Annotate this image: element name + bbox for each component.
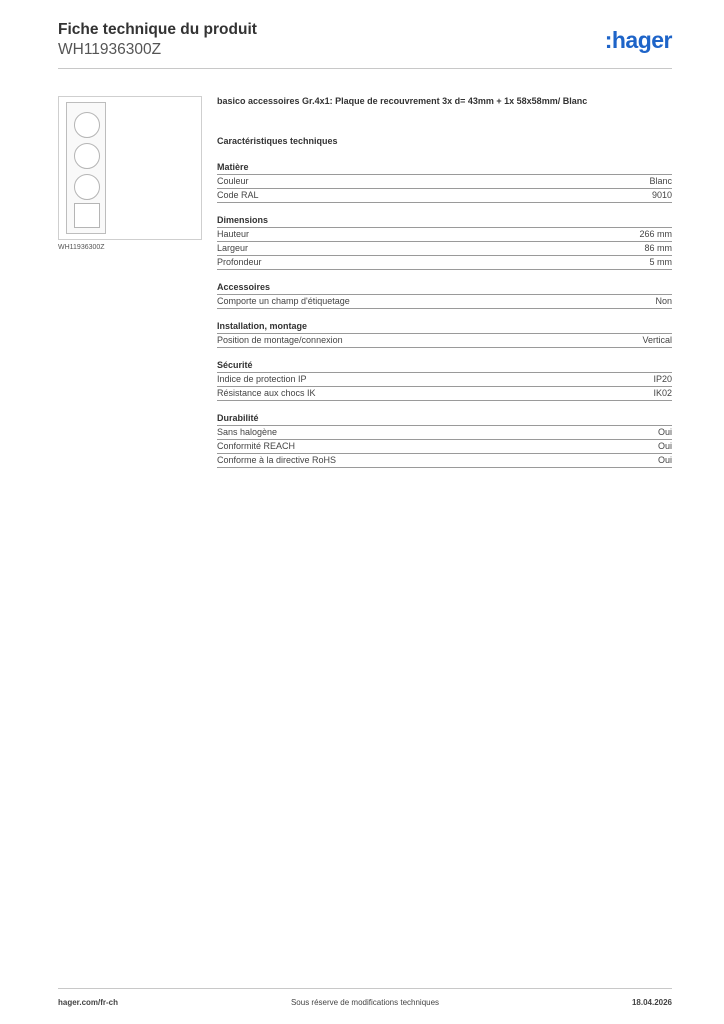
- spec-row: [217, 256, 672, 270]
- page-header: [58, 20, 672, 70]
- spec-value: 266 mm: [639, 229, 672, 239]
- round-opening: [74, 174, 100, 200]
- spec-value: IP20: [653, 374, 672, 384]
- spec-label: Code RAL: [217, 190, 259, 200]
- spec-value: Oui: [657, 441, 672, 451]
- spec-label: Sans halogène: [217, 427, 278, 437]
- spec-row: [217, 426, 672, 440]
- spec-value: Oui: [657, 455, 672, 465]
- spec-section: [217, 214, 672, 270]
- hager-logo: :hager: [604, 27, 672, 53]
- footer-divider: [58, 988, 672, 989]
- spec-row: [217, 295, 672, 309]
- spec-value: 86 mm: [644, 243, 672, 253]
- spec-section: [217, 161, 672, 203]
- specs-sections: [217, 161, 672, 468]
- round-opening: [74, 143, 100, 169]
- spec-value: IK02: [653, 388, 672, 398]
- section-title: Durabilité: [217, 412, 672, 426]
- spec-section: [217, 320, 672, 348]
- spec-label: Hauteur: [217, 229, 250, 239]
- specs-heading: Caractéristiques techniques: [217, 136, 338, 146]
- square-opening: [74, 203, 100, 228]
- image-caption: WH11936300Z: [58, 244, 105, 251]
- spec-value: Oui: [657, 427, 672, 437]
- spec-value: 9010: [651, 190, 672, 200]
- spec-value: 5 mm: [649, 257, 672, 267]
- spec-value: Vertical: [642, 335, 672, 345]
- spec-section: [217, 412, 672, 468]
- product-image: [58, 96, 202, 240]
- section-title: Accessoires: [217, 281, 672, 295]
- spec-label: Position de montage/connexion: [217, 335, 343, 345]
- header-divider: [58, 68, 672, 69]
- footer-date: 18.04.2026: [631, 998, 672, 1007]
- spec-row: [217, 242, 672, 256]
- spec-label: Conforme à la directive RoHS: [217, 455, 337, 465]
- spec-label: Indice de protection IP: [217, 374, 307, 384]
- spec-row: [217, 175, 672, 189]
- spec-row: [217, 373, 672, 387]
- footer-note: Sous réserve de modifications techniques: [290, 998, 440, 1007]
- page-title: Fiche technique du produit: [58, 21, 257, 38]
- spec-label: Résistance aux chocs IK: [217, 388, 316, 398]
- footer-website: hager.com/fr-ch: [58, 998, 119, 1007]
- page-footer: [58, 998, 672, 1010]
- section-title: Installation, montage: [217, 320, 672, 334]
- spec-label: Couleur: [217, 176, 249, 186]
- spec-label: Conformité REACH: [217, 441, 296, 451]
- spec-row: [217, 189, 672, 203]
- spec-row: [217, 454, 672, 468]
- spec-value: Non: [655, 296, 672, 306]
- round-opening: [74, 112, 100, 138]
- spec-row: [217, 440, 672, 454]
- spec-label: Comporte un champ d'étiquetage: [217, 296, 350, 306]
- spec-section: [217, 359, 672, 401]
- spec-row: [217, 387, 672, 401]
- section-title: Matière: [217, 161, 672, 175]
- spec-row: [217, 228, 672, 242]
- product-description: basico accessoires Gr.4x1: Plaque de recouvrement 3x d= 43mm + 1x 58x58mm/ Blanc: [217, 96, 588, 106]
- cover-plate-illustration: [66, 102, 106, 234]
- section-title: Sécurité: [217, 359, 672, 373]
- section-title: Dimensions: [217, 214, 672, 228]
- spec-section: [217, 281, 672, 309]
- spec-row: [217, 334, 672, 348]
- product-details: [217, 95, 672, 479]
- spec-label: Largeur: [217, 243, 249, 253]
- product-code: WH11936300Z: [58, 41, 162, 58]
- spec-label: Profondeur: [217, 257, 262, 267]
- spec-value: Blanc: [649, 176, 672, 186]
